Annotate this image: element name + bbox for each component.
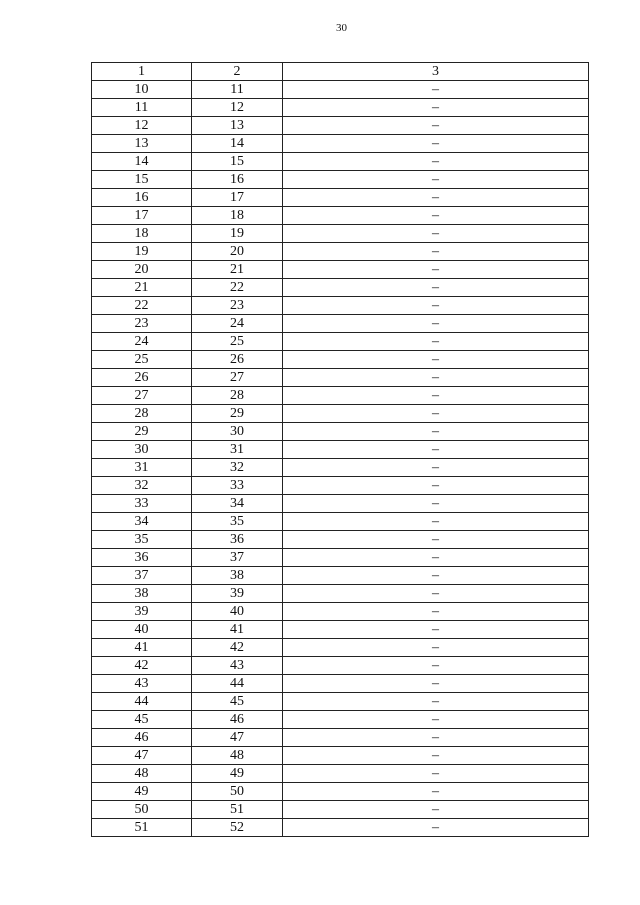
table-cell-col-3: –: [283, 99, 589, 117]
table-row: [92, 333, 589, 351]
table-cell-col-2: 31: [192, 441, 283, 459]
table-row: [92, 99, 589, 117]
table-cell-col-1: 51: [92, 819, 192, 837]
table-cell-col-1: 22: [92, 297, 192, 315]
column-header-2: 2: [192, 63, 283, 81]
table-row: [92, 243, 589, 261]
table-cell-col-1: 27: [92, 387, 192, 405]
table-cell-col-2: 50: [192, 783, 283, 801]
table-row: [92, 801, 589, 819]
table-cell-col-3: –: [283, 585, 589, 603]
table-header-row: [92, 63, 589, 81]
table-cell-col-2: 35: [192, 513, 283, 531]
table-cell-col-3: –: [283, 711, 589, 729]
table-cell-col-2: 12: [192, 99, 283, 117]
table-cell-col-3: –: [283, 459, 589, 477]
table-cell-col-1: 45: [92, 711, 192, 729]
table-row: [92, 531, 589, 549]
table-cell-col-3: –: [283, 81, 589, 99]
table-cell-col-2: 22: [192, 279, 283, 297]
table-row: [92, 189, 589, 207]
table-row: [92, 693, 589, 711]
table-row: [92, 279, 589, 297]
table-cell-col-3: –: [283, 279, 589, 297]
table-cell-col-3: –: [283, 801, 589, 819]
table-cell-col-2: 16: [192, 171, 283, 189]
table-cell-col-2: 23: [192, 297, 283, 315]
table-cell-col-3: –: [283, 369, 589, 387]
table-cell-col-1: 41: [92, 639, 192, 657]
table-cell-col-3: –: [283, 603, 589, 621]
table-cell-col-1: 48: [92, 765, 192, 783]
table-cell-col-3: –: [283, 567, 589, 585]
table-cell-col-1: 15: [92, 171, 192, 189]
table-cell-col-2: 45: [192, 693, 283, 711]
table-cell-col-3: –: [283, 639, 589, 657]
table-cell-col-3: –: [283, 171, 589, 189]
table-cell-col-2: 17: [192, 189, 283, 207]
table-row: [92, 549, 589, 567]
table-row: [92, 711, 589, 729]
table-row: [92, 387, 589, 405]
table-cell-col-1: 40: [92, 621, 192, 639]
column-header-1: 1: [92, 63, 192, 81]
table-row: [92, 351, 589, 369]
table-row: [92, 117, 589, 135]
table-cell-col-3: –: [283, 225, 589, 243]
table-cell-col-1: 21: [92, 279, 192, 297]
table-cell-col-2: 38: [192, 567, 283, 585]
table-cell-col-3: –: [283, 243, 589, 261]
table-cell-col-2: 20: [192, 243, 283, 261]
table-row: [92, 765, 589, 783]
table-cell-col-1: 12: [92, 117, 192, 135]
table-cell-col-3: –: [283, 531, 589, 549]
table-cell-col-2: 52: [192, 819, 283, 837]
table-row: [92, 261, 589, 279]
table-cell-col-3: –: [283, 351, 589, 369]
column-header-3: 3: [283, 63, 589, 81]
table-cell-col-3: –: [283, 693, 589, 711]
table-cell-col-1: 13: [92, 135, 192, 153]
table-row: [92, 459, 589, 477]
table-cell-col-1: 16: [92, 189, 192, 207]
table-cell-col-1: 23: [92, 315, 192, 333]
table-cell-col-1: 37: [92, 567, 192, 585]
table-cell-col-2: 30: [192, 423, 283, 441]
table-row: [92, 639, 589, 657]
table-cell-col-1: 46: [92, 729, 192, 747]
table-cell-col-2: 43: [192, 657, 283, 675]
table-row: [92, 747, 589, 765]
table-cell-col-3: –: [283, 513, 589, 531]
table-cell-col-2: 32: [192, 459, 283, 477]
table-cell-col-2: 40: [192, 603, 283, 621]
table-cell-col-3: –: [283, 117, 589, 135]
table-cell-col-2: 49: [192, 765, 283, 783]
table-cell-col-1: 44: [92, 693, 192, 711]
table-cell-col-3: –: [283, 657, 589, 675]
table-cell-col-3: –: [283, 621, 589, 639]
table-cell-col-1: 36: [92, 549, 192, 567]
table-cell-col-3: –: [283, 495, 589, 513]
table-row: [92, 207, 589, 225]
table-row: [92, 729, 589, 747]
table-cell-col-3: –: [283, 315, 589, 333]
table-cell-col-3: –: [283, 765, 589, 783]
table-row: [92, 225, 589, 243]
table-cell-col-2: 41: [192, 621, 283, 639]
table-cell-col-1: 20: [92, 261, 192, 279]
table-row: [92, 135, 589, 153]
table-cell-col-1: 43: [92, 675, 192, 693]
table-cell-col-1: 47: [92, 747, 192, 765]
table-row: [92, 441, 589, 459]
table-cell-col-1: 34: [92, 513, 192, 531]
table-cell-col-3: –: [283, 207, 589, 225]
table-cell-col-1: 28: [92, 405, 192, 423]
table-cell-col-3: –: [283, 405, 589, 423]
table-cell-col-3: –: [283, 423, 589, 441]
table-cell-col-1: 31: [92, 459, 192, 477]
table-cell-col-2: 26: [192, 351, 283, 369]
table-cell-col-3: –: [283, 387, 589, 405]
table-cell-col-2: 28: [192, 387, 283, 405]
table-cell-col-1: 14: [92, 153, 192, 171]
table-cell-col-1: 26: [92, 369, 192, 387]
table-cell-col-1: 35: [92, 531, 192, 549]
table-row: [92, 783, 589, 801]
table-cell-col-1: 32: [92, 477, 192, 495]
table-cell-col-3: –: [283, 261, 589, 279]
table-cell-col-2: 19: [192, 225, 283, 243]
table-cell-col-2: 14: [192, 135, 283, 153]
data-table: [91, 62, 589, 837]
table-cell-col-1: 25: [92, 351, 192, 369]
table-cell-col-1: 50: [92, 801, 192, 819]
table-cell-col-1: 17: [92, 207, 192, 225]
table-cell-col-3: –: [283, 441, 589, 459]
table-cell-col-2: 25: [192, 333, 283, 351]
table-cell-col-3: –: [283, 783, 589, 801]
table-cell-col-2: 51: [192, 801, 283, 819]
table-cell-col-2: 24: [192, 315, 283, 333]
table-body: [92, 81, 589, 837]
table-cell-col-3: –: [283, 135, 589, 153]
table-cell-col-1: 10: [92, 81, 192, 99]
table-cell-col-1: 42: [92, 657, 192, 675]
table-cell-col-1: 19: [92, 243, 192, 261]
table-cell-col-1: 38: [92, 585, 192, 603]
table-row: [92, 477, 589, 495]
table-cell-col-2: 21: [192, 261, 283, 279]
table-row: [92, 495, 589, 513]
table-row: [92, 423, 589, 441]
table-cell-col-3: –: [283, 333, 589, 351]
table-cell-col-2: 36: [192, 531, 283, 549]
table-cell-col-1: 29: [92, 423, 192, 441]
table-cell-col-1: 33: [92, 495, 192, 513]
table-row: [92, 513, 589, 531]
table-row: [92, 405, 589, 423]
table-row: [92, 315, 589, 333]
table-row: [92, 81, 589, 99]
table-cell-col-2: 27: [192, 369, 283, 387]
table-row: [92, 675, 589, 693]
table-cell-col-2: 13: [192, 117, 283, 135]
table-cell-col-2: 47: [192, 729, 283, 747]
table-cell-col-1: 11: [92, 99, 192, 117]
table-cell-col-3: –: [283, 747, 589, 765]
table-cell-col-1: 39: [92, 603, 192, 621]
table-cell-col-2: 15: [192, 153, 283, 171]
table-row: [92, 171, 589, 189]
table-row: [92, 153, 589, 171]
table-cell-col-3: –: [283, 153, 589, 171]
page-number: 30: [336, 22, 347, 34]
table-cell-col-2: 39: [192, 585, 283, 603]
table-cell-col-2: 48: [192, 747, 283, 765]
table-cell-col-2: 42: [192, 639, 283, 657]
table-cell-col-2: 44: [192, 675, 283, 693]
table-row: [92, 819, 589, 837]
table-cell-col-2: 37: [192, 549, 283, 567]
table-cell-col-3: –: [283, 819, 589, 837]
table-row: [92, 297, 589, 315]
table-cell-col-2: 11: [192, 81, 283, 99]
table-cell-col-3: –: [283, 189, 589, 207]
table-cell-col-3: –: [283, 549, 589, 567]
table-row: [92, 603, 589, 621]
table-row: [92, 567, 589, 585]
table-cell-col-2: 46: [192, 711, 283, 729]
table-cell-col-2: 34: [192, 495, 283, 513]
table-row: [92, 621, 589, 639]
table-row: [92, 657, 589, 675]
table-cell-col-3: –: [283, 297, 589, 315]
table-cell-col-1: 30: [92, 441, 192, 459]
table-row: [92, 369, 589, 387]
table-cell-col-3: –: [283, 675, 589, 693]
table-cell-col-1: 18: [92, 225, 192, 243]
table-row: [92, 585, 589, 603]
table-cell-col-2: 29: [192, 405, 283, 423]
table-cell-col-1: 49: [92, 783, 192, 801]
table-cell-col-3: –: [283, 477, 589, 495]
table-cell-col-2: 18: [192, 207, 283, 225]
table-cell-col-1: 24: [92, 333, 192, 351]
table-cell-col-2: 33: [192, 477, 283, 495]
table-cell-col-3: –: [283, 729, 589, 747]
